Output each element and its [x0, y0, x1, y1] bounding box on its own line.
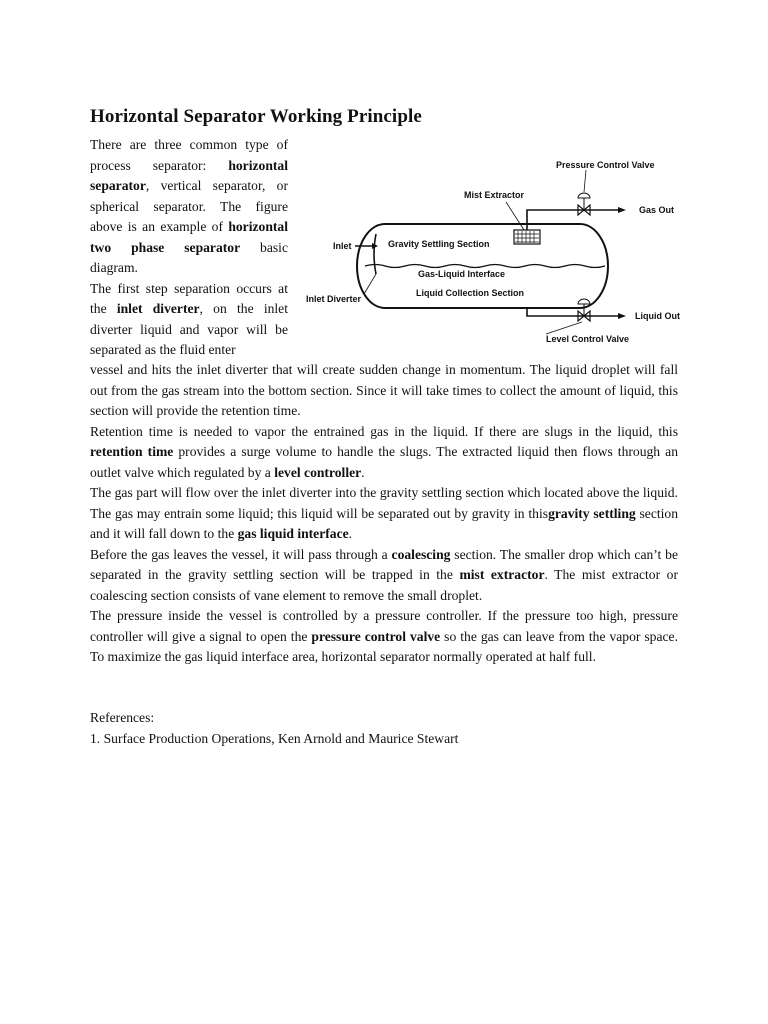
gas-out-arrow: [618, 207, 626, 213]
pressure-valve-leader: [584, 170, 586, 192]
bold-term: retention time: [90, 444, 174, 459]
mist-extractor-leader: [506, 202, 524, 230]
reference-item: 1. Surface Production Operations, Ken Arnold and Maurice Stewart: [90, 730, 459, 746]
label-pressure-control-valve: Pressure Control Valve: [556, 160, 655, 170]
label-mist-extractor: Mist Extractor: [464, 190, 525, 200]
bold-term: horizontal two phase separator: [90, 219, 288, 255]
gas-outlet-pipe: [527, 210, 618, 230]
paragraph: Retention time is needed to vapor the entrained gas in the liquid. If there are slugs in the liquid, this retention time provides a surge volume to handle the slugs. The extracted liquid then flows through an outlet valve which regulated by a level controller.: [90, 423, 678, 480]
label-gravity-settling-section: Gravity Settling Section: [388, 239, 490, 249]
paragraph: Before the gas leaves the vessel, it will pass through a coalescing section. The smaller drop which can’t be separated in the gravity settling section will be trapped in the mist extractor. The mist extractor or coalescing section consists of vane element to remove the small droplet.: [90, 546, 678, 603]
inlet-diverter-plate: [374, 234, 376, 274]
references-section: [90, 708, 678, 749]
bold-term: gravity settling: [548, 505, 636, 521]
inlet-diverter-leader: [364, 274, 376, 294]
level-valve-leader: [546, 322, 582, 334]
label-liquid-out: Liquid Out: [635, 311, 680, 321]
document-title: Horizontal Separator Working Principle: [90, 106, 422, 127]
bold-term: level controller: [274, 464, 362, 480]
body-text: [90, 360, 678, 668]
bold-term: gas liquid interface: [237, 526, 349, 541]
label-gas-liquid-interface: Gas-Liquid Interface: [418, 269, 506, 279]
intro-column: [90, 135, 288, 361]
pressure-valve-actuator: [578, 193, 590, 198]
bold-term: horizontal separator: [90, 157, 288, 193]
paragraph: vessel and hits the inlet diverter that will create sudden change in momentum. The liquid droplet will fall out from the gas stream into the bottom section. Since it will take times to collect the amount of liquid, this section will provide the retention time.: [90, 362, 678, 418]
label-inlet: Inlet: [333, 241, 352, 251]
references-heading: References:: [90, 710, 155, 725]
label-level-control-valve: Level Control Valve: [546, 334, 630, 344]
level-valve-actuator: [578, 299, 590, 304]
liquid-outlet-pipe: [527, 308, 618, 316]
bold-term: pressure control valve: [311, 628, 441, 644]
label-gas-out: Gas Out: [639, 205, 675, 215]
bold-term: mist extractor: [459, 567, 545, 582]
gas-liquid-interface-line: [365, 265, 605, 268]
paragraph: The pressure inside the vessel is controlled by a pressure controller. If the pressure too high, pressure controller will give a signal to open the pressure control valve so the gas can leave from the vapor space. To maximize the gas liquid interface area, horizontal separator normally operated at half full.: [90, 608, 678, 664]
first-step-paragraph: The first step separation occurs at the inlet diverter, on the inlet diverter liquid and vapor will be separated as the fluid enter: [90, 280, 288, 357]
bold-term: inlet diverter: [116, 301, 200, 316]
separator-diagram: [300, 150, 690, 350]
paragraph: The gas part will flow over the inlet diverter into the gravity settling section which located above the liquid. The gas may entrain some liquid; this liquid will be separated out by gravity in thisgravity settling section and it will fall down to the gas liquid interface.: [90, 485, 678, 541]
intro-paragraph: There are three common type of process separator: horizontal separator, vertical separator, or spherical separator. The figure above is an example of horizontal two phase separator basic diagram.: [90, 137, 288, 275]
bold-term: coalescing: [391, 546, 451, 562]
label-inlet-diverter: Inlet Diverter: [306, 294, 362, 304]
label-liquid-collection-section: Liquid Collection Section: [416, 288, 524, 298]
liquid-out-arrow: [618, 313, 626, 319]
